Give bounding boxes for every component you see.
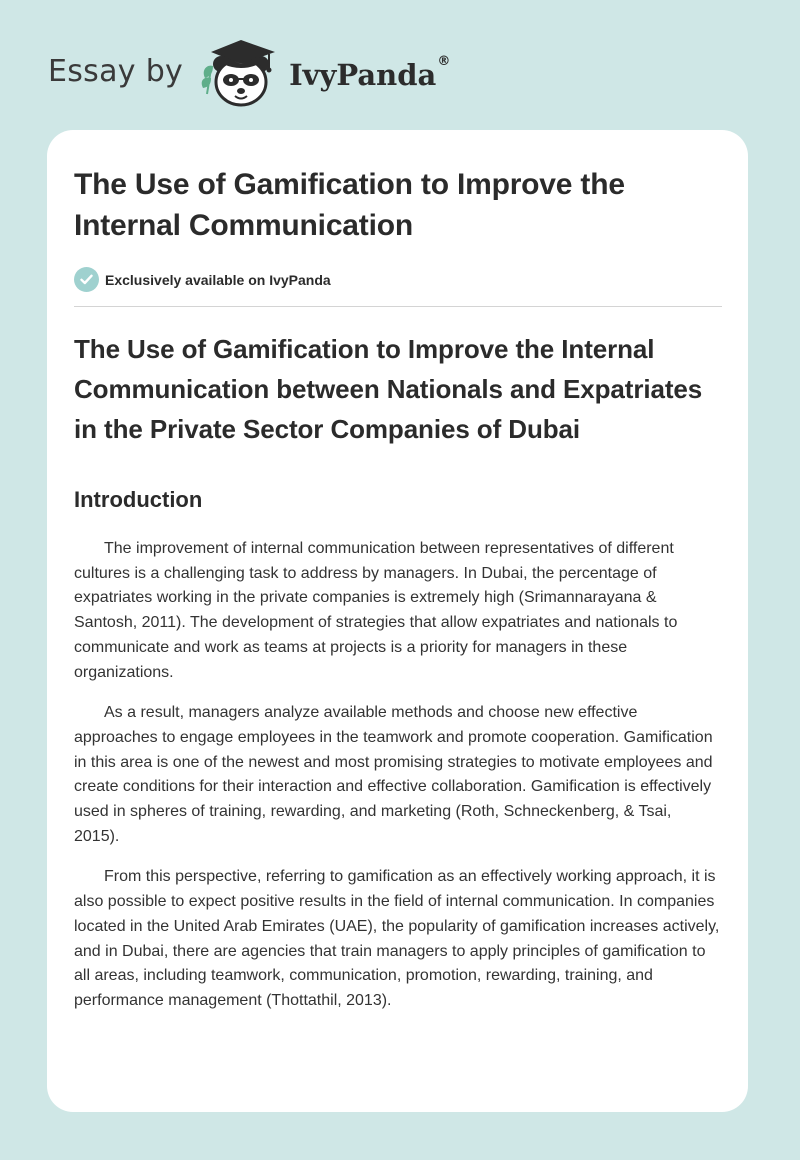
brand-name[interactable]: IvyPanda® [289, 54, 451, 92]
document-title: The Use of Gamification to Improve the Internal Communication [74, 168, 625, 242]
site-header [48, 34, 450, 114]
exclusive-badge [74, 267, 721, 292]
check-circle-icon [74, 267, 99, 292]
document-card [47, 130, 748, 1112]
exclusive-label: Exclusively available on IvyPanda [105, 271, 331, 288]
paragraph-1: The improvement of internal communication between representatives of different cultures is a challenging task to address by managers. In Dubai, the percentage of expatriates working in the private companies is extremely high (Srimannarayana & Santosh, 2011). The development of strategies that allow expatriates and nationals to communicate and work as teams at projects is a priority for managers in these organizations. [74, 540, 678, 681]
title-divider [74, 306, 722, 307]
registered-mark: ® [437, 54, 451, 69]
section-heading-introduction: Introduction [74, 487, 203, 512]
brand-prefix: Essay by [48, 53, 184, 89]
panda-logo-icon[interactable] [199, 34, 287, 114]
paragraph-3: From this perspective, referring to gamification as an effectively working approach, it is also possible to expect positive results in the field of internal communication. In companies located in the United Arab Emirates (UAE), the popularity of gamification increases actively, and in Dubai, there are agencies that train managers to apply principles of gamification to all areas, including teamwork, communication, promotion, rewarding, training, and performance management (Thottathil, 2013). [74, 868, 720, 1009]
paragraph-2: As a result, managers analyze available methods and choose new effective approaches to engage employees in the teamwork and promote cooperation. Gamification in this area is one of the newest and most promising strategies to motivate employees and create conditions for their interaction and effective collaboration. Gamification is effectively used in spheres of training, rewarding, and marketing (Roth, Schneckenberg, & Tsai, 2015). [74, 704, 713, 845]
paper-title: The Use of Gamification to Improve the Internal Communication between Nationals and Expatriates in the Private Sector Companies of Dubai [74, 334, 703, 444]
